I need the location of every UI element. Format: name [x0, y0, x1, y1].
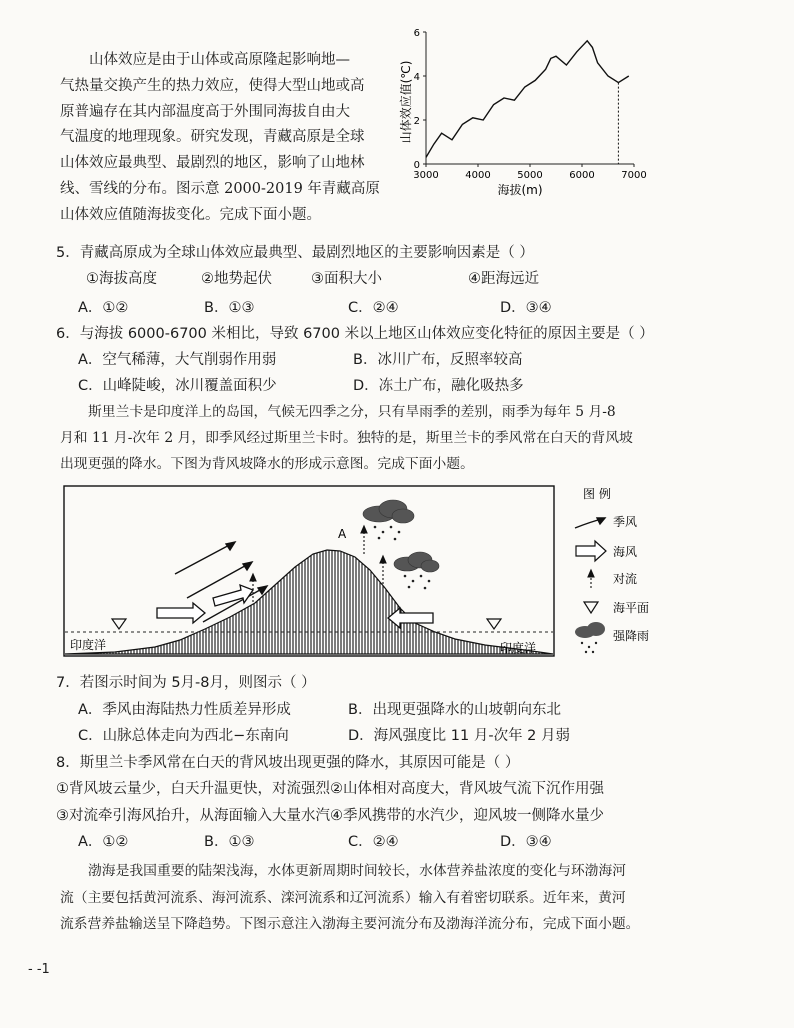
q8-option-b[interactable]: B．①③: [204, 834, 255, 850]
chart-y-ticks: [414, 28, 426, 171]
q5-option-b[interactable]: B．①③: [204, 300, 255, 316]
page-footer-mark: - -1: [28, 962, 50, 977]
chart-x-tick-label: 7000: [621, 170, 647, 181]
chart-y-label: 山体效应值(℃): [399, 60, 413, 144]
chart-y-tick-label: 0: [413, 160, 420, 171]
chart-y-tick-label: 4: [413, 72, 420, 83]
ocean-left-label: 印度洋: [70, 638, 107, 652]
passage-3-line: 流系营养盐输送呈下降趋势。下图示意注入渤海主要河流分布及渤海洋流分布，完成下面小题。: [60, 916, 640, 932]
q5-option-a[interactable]: A．①②: [78, 300, 129, 316]
passage-3-line: 流（主要包括黄河流系、海河流系、滦河流系和辽河流系）输入有着密切联系。近年来，黄河: [60, 889, 626, 906]
chart-y-tick-label: 2: [413, 116, 420, 127]
legend-sea-level-icon: [584, 602, 598, 613]
passage-1-line: 线、雪线的分布。图示意 2000-2019 年青藏高原: [60, 180, 380, 197]
passage-2-line: 月和 11 月-次年 2 月，即季风经过斯里兰卡时。独特的是，斯里兰卡的季风常在白天的背风坡: [60, 429, 633, 446]
chart-x-tick-label: 6000: [569, 170, 595, 181]
chart-x-tick-label: 3000: [413, 170, 439, 181]
q7-option-d[interactable]: D．海风强度比 11 月-次年 2 月弱: [348, 728, 571, 744]
legend-convection-label: 对流: [613, 572, 638, 586]
question-6-stem: 6．与海拔 6000-6700 米相比，导致 6700 米以上地区山体效应变化特征的原因主要是（ ）: [56, 326, 654, 342]
passage-2-line: 斯里兰卡是印度洋上的岛国，气候无四季之分，只有旱雨季的差别，雨季为每年 5 月-8: [88, 404, 616, 420]
chart-x-label: 海拔(m): [497, 183, 543, 197]
q5-item: ③面积大小: [311, 271, 382, 287]
chart-y-tick-label: 6: [413, 28, 420, 39]
legend-sea-breeze-icon: [576, 541, 606, 561]
legend-heavy-rain-icon: [575, 622, 605, 653]
passage-1: [60, 48, 380, 229]
q7-option-c[interactable]: C．山脉总体走向为西北−东南向: [78, 728, 289, 744]
passage-1-line: 山体效应最典型、最剧烈的地区，影响了山地林: [60, 155, 365, 172]
chart-x-tick-label: 4000: [465, 170, 491, 181]
question-7-stem: 7．若图示时间为 5月-8月，则图示（ ）: [56, 675, 316, 691]
passage-1-line: 气温度的地理现象。研究发现，青藏高原是全球: [60, 129, 365, 146]
q6-option-c[interactable]: C．山峰陡峻，冰川覆盖面积少: [78, 378, 277, 394]
q5-option-d[interactable]: D．③④: [500, 300, 552, 316]
q6-option-a[interactable]: A．空气稀薄，大气削弱作用弱: [78, 352, 277, 368]
mountain-effect-chart: [390, 22, 665, 200]
passage-3-line: 渤海是我国重要的陆架浅海，水体更新周期时间较长，水体营养盐浓度的变化与环渤海河: [88, 863, 627, 879]
passage-1-line: 山体效应是由于山体或高原隆起影响地—: [89, 52, 350, 68]
chart-x-tick-label: 5000: [517, 170, 543, 181]
q5-option-c[interactable]: C．②④: [348, 300, 399, 316]
q6-option-b[interactable]: B．冰川广布，反照率较高: [353, 352, 523, 368]
passage-2-line: 出现更强的降水。下图为背风坡降水的形成示意图。完成下面小题。: [60, 455, 474, 472]
chart-x-ticks: [413, 164, 646, 181]
q7-option-b[interactable]: B．出现更强降水的山坡朝向东北: [348, 702, 561, 718]
leeward-rain-diagram: [55, 482, 755, 667]
q7-option-a[interactable]: A．季风由海陆热力性质差异形成: [78, 702, 291, 718]
passage-1-line: 原普遍存在其内部温度高于外围同海拔自由大: [60, 103, 350, 120]
mountain-profile: [65, 550, 553, 654]
q8-option-c[interactable]: C．②④: [348, 834, 399, 850]
legend-sea-breeze-label: 海风: [613, 545, 638, 559]
question-8-stem: 8．斯里兰卡季风常在白天的背风坡出现更强的降水，其原因可能是（ ）: [56, 755, 520, 771]
heavy-rain-clouds: [363, 500, 439, 572]
passage-1-line: 气热量交换产生的热力效应，使得大型山地或高: [60, 77, 365, 94]
legend-monsoon-icon: [575, 518, 605, 528]
sea-level-marker: [487, 619, 501, 629]
q8-option-a[interactable]: A．①②: [78, 834, 129, 850]
q5-item: ②地势起伏: [201, 271, 272, 287]
sea-level-marker: [112, 619, 126, 629]
q5-item: ①海拔高度: [86, 271, 157, 287]
ocean-right-label: 印度洋: [500, 641, 537, 655]
q5-item: ④距海远近: [468, 271, 539, 287]
legend-title: 图 例: [583, 487, 611, 501]
passage-1-line: 山体效应值随海拔变化。完成下面小题。: [60, 206, 321, 223]
passage-3: [60, 858, 639, 938]
legend-convection-icon: [588, 570, 594, 588]
legend-sea-level-label: 海平面: [613, 601, 650, 615]
legend-monsoon-label: 季风: [613, 515, 638, 529]
passage-2: [60, 400, 633, 477]
q8-statement-line-2: ③对流牵引海风抬升，从海面输入大量水汽④季风携带的水汽少，迎风坡一侧降水量少: [56, 808, 604, 824]
chart-series-line: [426, 41, 629, 158]
question-5-stem: 5．青藏高原成为全球山体效应最典型、最剧烈地区的主要影响因素是（ ）: [56, 245, 534, 261]
point-a-label: A: [338, 527, 347, 541]
q8-statement-line-1: ①背风坡云量少，白天升温更快，对流强烈②山体相对高度大，背风坡气流下沉作用强: [56, 781, 604, 797]
q6-option-d[interactable]: D．冻土广布，融化吸热多: [353, 378, 524, 394]
q8-option-d[interactable]: D．③④: [500, 834, 552, 850]
legend-heavy-rain-label: 强降雨: [613, 629, 650, 643]
